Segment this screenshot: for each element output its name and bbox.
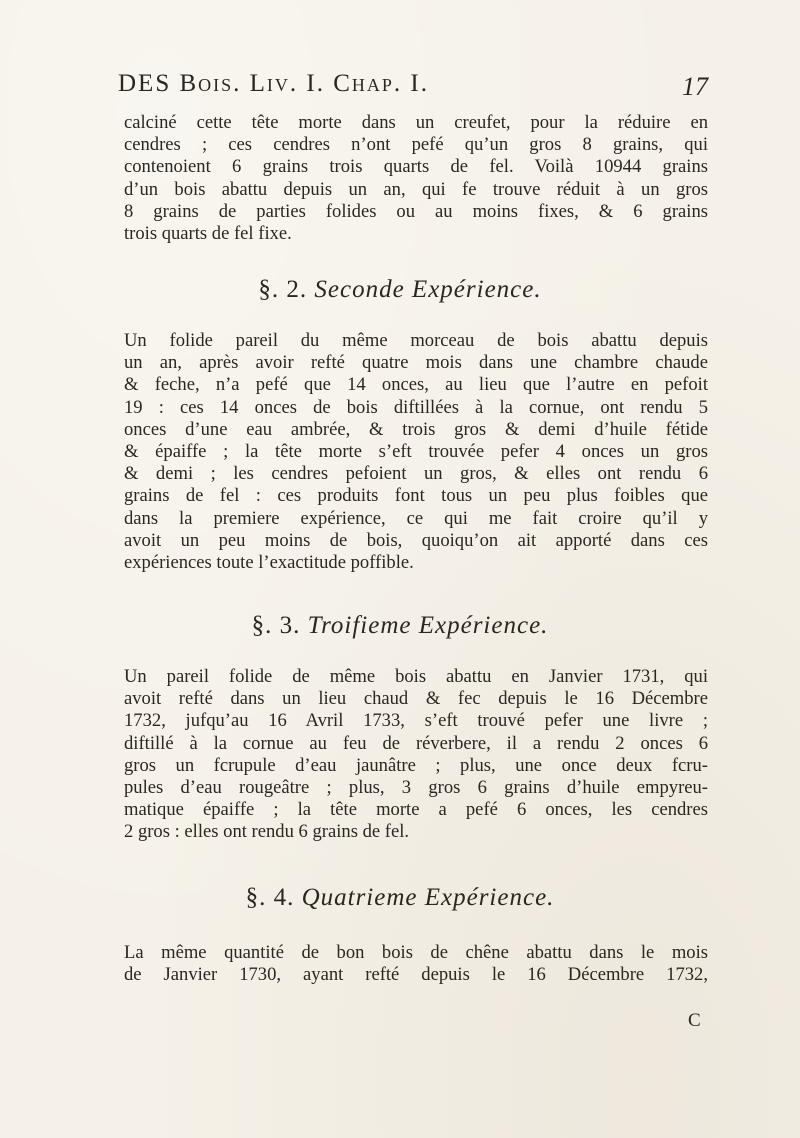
text-line: avoit un peu moins de bois, quoiqu’on ait apporté dans ces — [124, 529, 708, 551]
section-heading-4 — [0, 884, 800, 912]
text-line: 8 grains de parties folides ou au moins fixes, & 6 grains — [124, 200, 708, 222]
text-line: Un folide pareil du même morceau de bois abattu depuis — [124, 330, 708, 351]
section-number: §. 3. — [251, 612, 301, 639]
text-line: La même quantité de bon bois de chêne abattu dans le mois — [124, 942, 708, 963]
section-heading-3 — [0, 612, 800, 640]
text-line: pules d’eau rougeâtre ; plus, 3 gros 6 grains d’huile empyreu- — [124, 776, 708, 798]
paragraph-3 — [124, 666, 708, 844]
text-line: calciné cette tête morte dans un creufet, pour la réduire en — [124, 112, 708, 133]
text-line: trois quarts de fel fixe. — [124, 222, 292, 244]
text-line: & demi ; les cendres pefoient un gros, & elles ont rendu 6 — [124, 463, 708, 485]
text-line: de Janvier 1730, ayant refté depuis le 16 Décembre 1732, — [124, 964, 708, 986]
paragraph-2 — [124, 330, 708, 574]
text-line: 19 : ces 14 onces de bois diftillées à la cornue, ont rendu 5 — [124, 396, 708, 418]
text-line: contenoient 6 grains trois quarts de fel. Voilà 10944 grains — [124, 156, 708, 178]
text-line: & épaiffe ; la tête morte s’eft trouvée pefer 4 onces un gros — [124, 440, 708, 462]
page-header — [118, 70, 708, 106]
paragraph-1 — [124, 112, 708, 245]
text-line: un an, après avoir refté quatre mois dans une chambre chaude — [124, 352, 708, 374]
section-title: Seconde Expérience. — [314, 276, 542, 303]
text-line: 1732, jufqu’au 16 Avril 1733, s’eft trouvé pefer une livre ; — [124, 710, 708, 732]
paragraph-4 — [124, 942, 708, 986]
text-line: & feche, n’a pefé que 14 onces, au lieu que l’autre en pefoit — [124, 374, 708, 396]
text-line: grains de fel : ces produits font tous un peu plus foibles que — [124, 485, 708, 507]
section-number: §. 4. — [245, 884, 295, 911]
section-heading-2 — [0, 276, 800, 304]
text-line: cendres ; ces cendres n’ont pefé qu’un gros 8 grains, qui — [124, 134, 708, 156]
text-line: expériences toute l’exactitude poffible. — [124, 551, 414, 573]
section-title: Quatrieme Expérience. — [301, 884, 555, 911]
page-number: 17 — [682, 72, 708, 101]
section-number: §. 2. — [258, 276, 308, 303]
section-title: Troifieme Expérience. — [307, 612, 549, 639]
text-line: avoit refté dans un lieu chaud & fec depuis le 16 Décembre — [124, 688, 708, 710]
text-line: d’un bois abattu depuis un an, qui fe trouve réduit à un gros — [124, 178, 708, 200]
text-line: dans la premiere expérience, ce qui me fait croire qu’il y — [124, 507, 708, 529]
signature-mark: C — [688, 1010, 701, 1031]
text-line: diftillé à la cornue au feu de réverbere, il a rendu 2 onces 6 — [124, 732, 708, 754]
text-line: Un pareil folide de même bois abattu en Janvier 1731, qui — [124, 666, 708, 687]
text-line: 2 gros : elles ont rendu 6 grains de fel. — [124, 821, 410, 843]
text-line: gros un fcrupule d’eau jaunâtre ; plus, une once deux fcru- — [124, 754, 708, 776]
running-head: DES Bois. Liv. I. Chap. I. — [118, 70, 430, 97]
text-line: onces d’une eau ambrée, & trois gros & demi d’huile fétide — [124, 418, 708, 440]
text-line: matique épaiffe ; la tête morte a pefé 6 onces, les cendres — [124, 799, 708, 821]
